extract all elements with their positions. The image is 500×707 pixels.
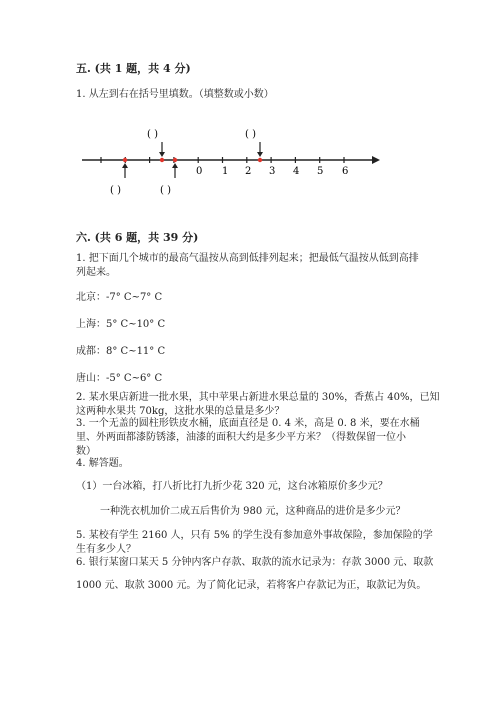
arrow-right-icon <box>372 156 380 164</box>
up-arrow-icon <box>172 163 178 178</box>
tick-label: 6 <box>342 166 349 177</box>
point-marker <box>123 158 127 162</box>
down-arrow-icon <box>159 142 165 157</box>
point-marker <box>160 158 164 162</box>
question-1-line-1: 1. 把下面几个城市的最高气温按从高到低排列起来；把最低气温按从低到高排 <box>76 253 419 264</box>
tick-label: 5 <box>317 166 324 177</box>
section-5-heading: 五. (共 1 题，共 4 分) <box>76 62 191 75</box>
tick-label: 4 <box>293 166 300 177</box>
question-3-line-1: 3. 一个无盖的圆柱形铁皮水桶，底面直径是 0. 4 米，高是 0. 8 米，要在水桶 <box>76 418 420 429</box>
section-6-heading: 六. (共 6 题，共 39 分) <box>76 231 199 244</box>
question-5-line-1: 5. 某校有学生 2160 人，只有 5% 的学生没有参加意外事故保险，参加保险的学 <box>76 530 433 541</box>
city-shanghai: 上海：5° C~10° C <box>76 319 166 330</box>
answer-bracket: ( ) <box>160 185 171 196</box>
tick-label: 1 <box>222 166 229 177</box>
down-arrow-icon <box>257 142 263 157</box>
tick-label: 2 <box>245 166 252 177</box>
city-chengdu: 成都：8° C~11° C <box>76 346 166 357</box>
tick-label: 3 <box>269 166 276 177</box>
answer-bracket: ( ) <box>245 129 256 140</box>
question-2-line-2: 这两种水果共 70kg，这批水果的总量是多少？ <box>76 406 285 417</box>
tick-labels <box>196 166 348 177</box>
question-6-line-2: 1000 元、取款 3000 元。为了简化记录，若将客户存款记为正，取款记为负。 <box>76 580 427 591</box>
answer-bracket: ( ) <box>110 185 121 196</box>
question-4-part-1: （1）一台冰箱，打八折比打九折少花 320 元，这台冰箱原价多少元？ <box>76 481 388 492</box>
tick-label: 0 <box>196 166 203 177</box>
number-line-figure <box>0 0 500 210</box>
section-5-question-1: 1. 从左到右在括号里填数。（填整数或小数） <box>76 89 274 100</box>
question-6-line-1: 6. 银行某窗口某天 5 分钟内客户存款、取款的流水记录为：存款 3000 元、取款 <box>76 557 434 568</box>
question-4-part-2: 一种洗衣机加价二成五后售价为 980 元，这种商品的进价是多少元？ <box>100 506 406 517</box>
question-2-line-1: 2. 某水果店新进一批水果，其中苹果占新进水果总量的 30%，香蕉占 40%，已知 <box>76 392 440 403</box>
question-5-line-2: 生有多少人？ <box>76 544 136 555</box>
question-1-line-2: 列起来。 <box>76 267 116 278</box>
up-arrow-icon <box>122 163 128 178</box>
question-3-line-3: 数） <box>76 446 96 457</box>
point-marker <box>173 158 177 162</box>
city-tangshan: 唐山：-5° C~6° C <box>76 373 163 384</box>
question-3-line-2: 里、外两面都漆防锈漆，油漆的面积大约是多少平方米？（得数保留一位小 <box>76 432 406 443</box>
answer-bracket: ( ) <box>147 129 158 140</box>
city-beijing: 北京：-7° C~7° C <box>76 292 163 303</box>
point-marker <box>258 158 262 162</box>
question-4: 4. 解答题。 <box>76 458 129 469</box>
